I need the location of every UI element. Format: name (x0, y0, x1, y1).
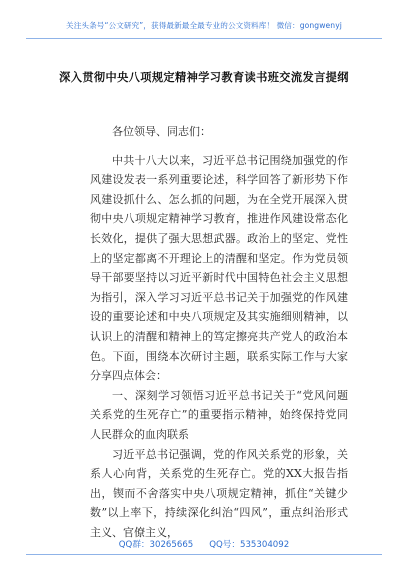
document-body (90, 122, 348, 542)
paragraph-section-body: 习近平总书记强调，党的作风关系党的形象，关系人心向背，关系党的生死存亡。党的XX大报告指出，锲而不舍落实中央八项规定精神，抓住“关键少数”以上率下，持续深化纠治“四风”，重点纠治形式主义、官僚主义， (90, 447, 348, 539)
footer-qq-number: QQ号：535304092 (209, 540, 290, 550)
document-title: 深入贯彻中央八项规定精神学习教育读书班交流发言提纲 (59, 71, 349, 84)
paragraph-intro: 中共十八大以来，习近平总书记围绕加强党的作风建设发表一系列重要论述，科学回答了新形势下作风建设抓什么、怎么抓的问题，为在全党开展深入贯彻中央八项规定精神学习教育，推进作风建设常态化长效化，提供了强大思想武器。政治上的坚定、党性上的坚定都离不开理论上的清醒和坚定。作为党员领导干部要坚持以习近平新时代中国特色社会主义思想为指引，深入学习习近平总书记关于加强党的作风建设的重要论述和中央八项规定及其实施细则精神，以认识上的清醒和精神上的笃定擦亮共产党人的政治本色。下面，围绕本次研讨主题，联系实际工作与大家分享四点体会： (90, 153, 348, 383)
header-notice: 关注头条号“公文研究”，获得最新最全最专业的公文资料库！ 微信：gongwenyj (66, 21, 342, 30)
footer-contact (0, 538, 408, 550)
header-divider (26, 38, 382, 39)
paragraph-section-heading: 一、深刻学习领悟习近平总书记关于“党风问题关系党的生死存亡”的重要指示精神，始终保持党同人民群众的血肉联系 (90, 388, 348, 441)
salutation: 各位领导、同志们： (112, 125, 211, 138)
footer-divider (26, 554, 382, 555)
footer-qq-group: QQ群：30265665 (118, 540, 194, 550)
